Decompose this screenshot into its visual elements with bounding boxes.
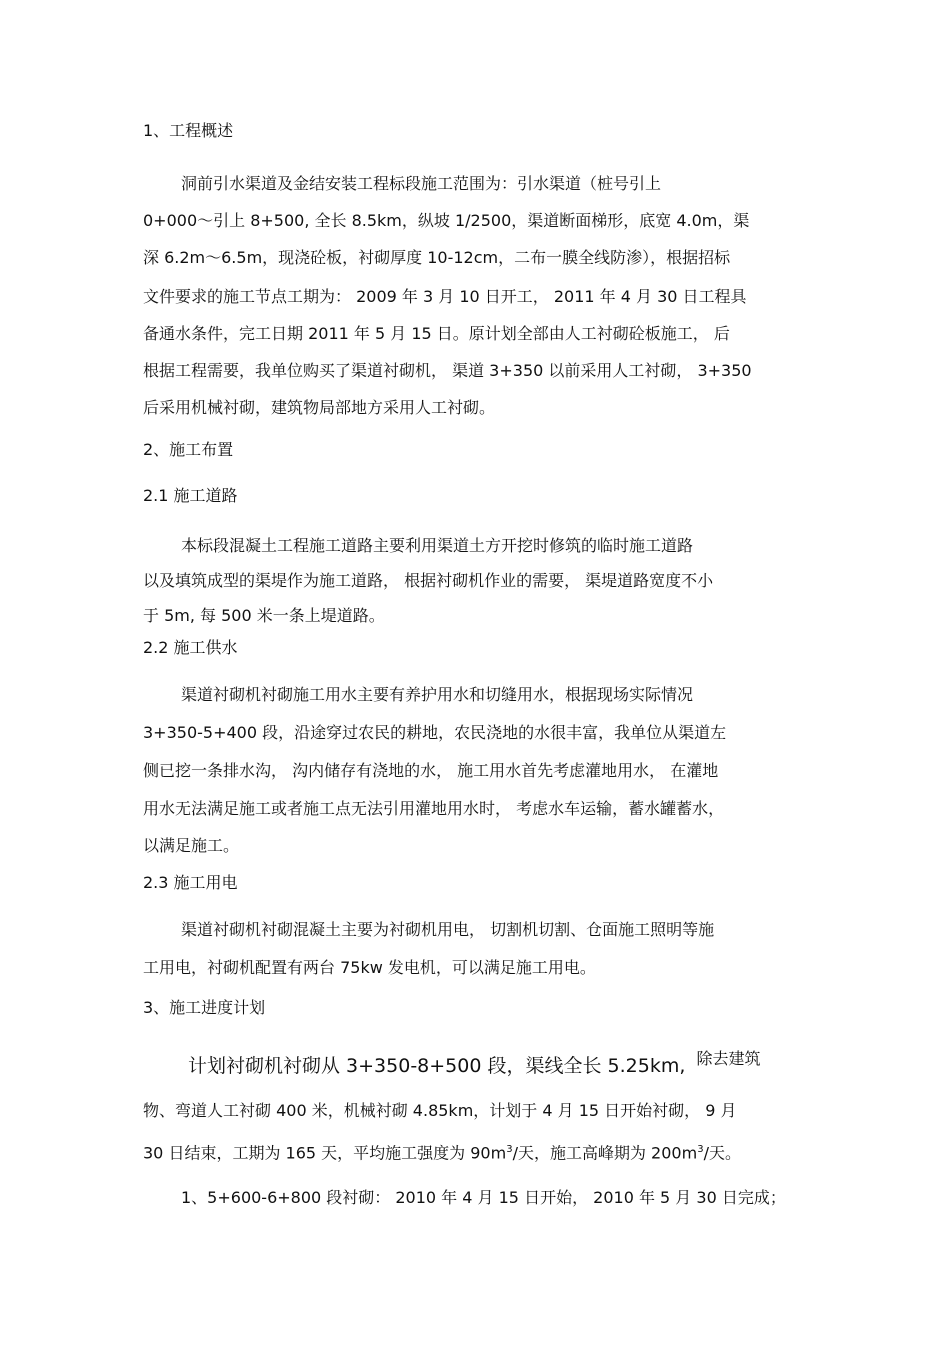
section-2-2-para-line: 渠道衬砌机衬砌施工用水主要有养护用水和切缝用水，根据现场实际情况: [181, 685, 694, 704]
section-3-line3-text: /天，施工高峰期为 200m: [512, 1143, 698, 1163]
section-3-line1-small-text: 除去建筑: [696, 1049, 761, 1068]
section-2-2-para-line: 以满足施工。: [143, 836, 240, 855]
section-2-2-para-line: 用水无法满足施工或者施工点无法引用灌地用水时， 考虑水车运输，蓄水罐蓄水，: [143, 799, 725, 818]
section-2-2-para-line: 侧已挖一条排水沟， 沟内储存有浇地的水， 施工用水首先考虑灌地用水， 在灌地: [143, 761, 719, 780]
section-2-1-para-line: 于 5m, 每 500 米一条上堤道路。: [143, 606, 385, 625]
section-1-para-line: 后采用机械衬砌，建筑物局部地方采用人工衬砌。: [143, 398, 496, 417]
section-3-para-line: 物、弯道人工衬砌 400 米，机械衬砌 4.85km，计划于 4 月 15 日开始衬砌， 9 月: [143, 1101, 737, 1120]
section-1-para-line: 文件要求的施工节点工期为： 2009 年 3 月 10 日开工， 2011 年 4 月 30 日工程具: [143, 287, 747, 306]
section-2-1-para-line: 以及填筑成型的渠堤作为施工道路， 根据衬砌机作业的需要， 渠堤道路宽度不小: [143, 571, 714, 590]
section-2-2-heading: 2.2 施工供水: [143, 638, 238, 657]
section-1-para-line: 根据工程需要，我单位购买了渠道衬砌机， 渠道 3+350 以前采用人工衬砌， 3+350: [143, 361, 752, 380]
section-1-para-line: 深 6.2m～6.5m，现浇砼板，衬砌厚度 10-12cm，二布一膜全线防渗），根据招标: [143, 248, 731, 267]
section-3-line1-large-text: 计划衬砌机衬砌从 3+350-8+500 段，渠线全长 5.25km,: [188, 1055, 686, 1077]
section-2-3-para-line: 渠道衬砌机衬砌混凝土主要为衬砌机用电， 切割机切割、仓面施工照明等施: [181, 920, 715, 939]
section-3-line3-text: /天。: [703, 1143, 741, 1163]
section-2-heading: 2、施工布置: [143, 440, 234, 459]
section-3-item-1: 1、5+600-6+800 段衬砌： 2010 年 4 月 15 日开始， 2010 年 5 月 30 日完成；: [181, 1188, 786, 1207]
section-1-para-line: 洞前引水渠道及金结安装工程标段施工范围为：引水渠道（桩号引上: [181, 174, 662, 193]
section-1-para-line: 备通水条件，完工日期 2011 年 5 月 15 日。原计划全部由人工衬砌砼板施工， 后: [143, 324, 730, 343]
section-3-line3-text: 30 日结束，工期为 165 天，平均施工强度为 90m: [143, 1143, 507, 1163]
section-2-1-para-line: 本标段混凝土工程施工道路主要利用渠道土方开挖时修筑的临时施工道路: [181, 536, 694, 555]
section-2-3-heading: 2.3 施工用电: [143, 873, 238, 892]
superscript-3: 3: [697, 1144, 704, 1155]
section-3-para-line: [188, 1049, 761, 1078]
section-3-para-line: [143, 1140, 741, 1163]
section-2-1-heading: 2.1 施工道路: [143, 486, 238, 505]
section-3-heading: 3、施工进度计划: [143, 998, 266, 1017]
superscript-3: 3: [506, 1144, 513, 1155]
section-1-para-line: 0+000～引上 8+500, 全长 8.5km，纵坡 1/2500，渠道断面梯形，底宽 4.0m，渠: [143, 211, 750, 230]
section-2-2-para-line: 3+350-5+400 段，沿途穿过农民的耕地，农民浇地的水很丰富，我单位从渠道左: [143, 723, 727, 742]
section-1-heading: 1、工程概述: [143, 121, 234, 140]
section-2-3-para-line: 工用电，衬砌机配置有两台 75kw 发电机，可以满足施工用电。: [143, 958, 596, 977]
